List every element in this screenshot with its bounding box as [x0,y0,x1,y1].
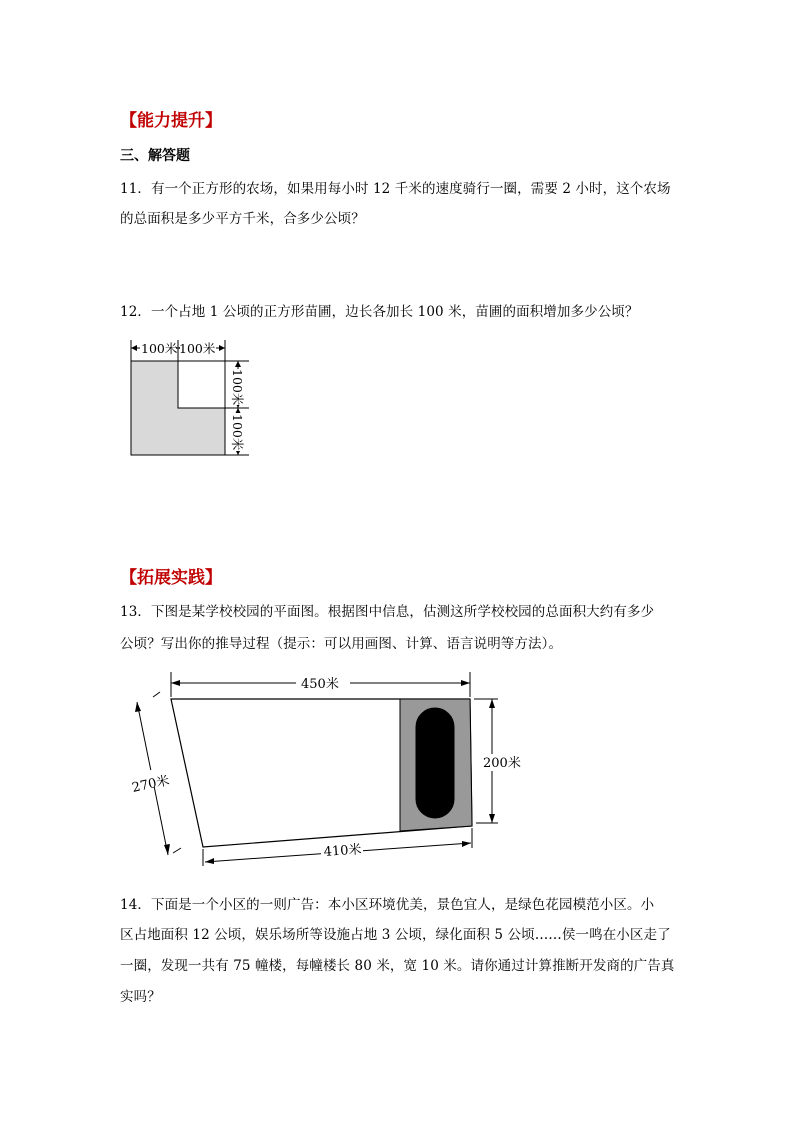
q13-line-2: 公顷？写出你的推导过程（提示：可以用画图、计算、语言说明等方法）。 [120,636,563,652]
q13-line-1: 13．下图是某学校校园的平面图。根据图中信息，估测这所学校校园的总面积大约有多少 [120,604,655,620]
q13-label-right: 200米 [483,756,521,771]
q12-line-1: 12．一个占地 1 公顷的正方形苗圃，边长各加长 100 米，苗圃的面积增加多少公顷？ [120,304,639,320]
q11-line-1: 11．有一个正方形的农场，如果用每小时 12 千米的速度骑行一圈，需要 2 小时，这个农场 [120,181,671,197]
q14-line-1: 14．下面是一个小区的一则广告：本小区环境优美，景色宜人，是绿色花园模范小区。小 [120,897,655,913]
q14-line-4: 实吗？ [120,989,161,1005]
q13-track [416,708,454,818]
q12-label-right-bottom: 100米 [230,414,245,451]
q11-line-2: 的总面积是多少平方千米，合多少公顷？ [120,211,365,227]
q13-label-top: 450米 [301,677,339,692]
q12-label-top-right: 100米 [179,341,216,356]
q14-line-3: 一圈，发现一共有 75 幢楼，每幢楼长 80 米，宽 10 米。请你通过计算推断开发商的广告真 [120,958,675,974]
q13-label-left: 270米 [130,773,171,796]
q13-label-bottom: 410米 [323,842,363,860]
q12-label-right-top: 100米 [230,369,245,406]
section-title-expand-practice: 【拓展实践】 [120,568,222,588]
section-title-ability: 【能力提升】 [120,111,222,131]
part-title-answer-questions: 三、解答题 [120,148,190,164]
q12-label-top-left: 100米 [141,341,178,356]
q14-line-2: 区占地面积 12 公顷，娱乐场所等设施占地 3 公顷，绿化面积 5 公顷……侯一鸣在小区走了 [120,927,671,943]
